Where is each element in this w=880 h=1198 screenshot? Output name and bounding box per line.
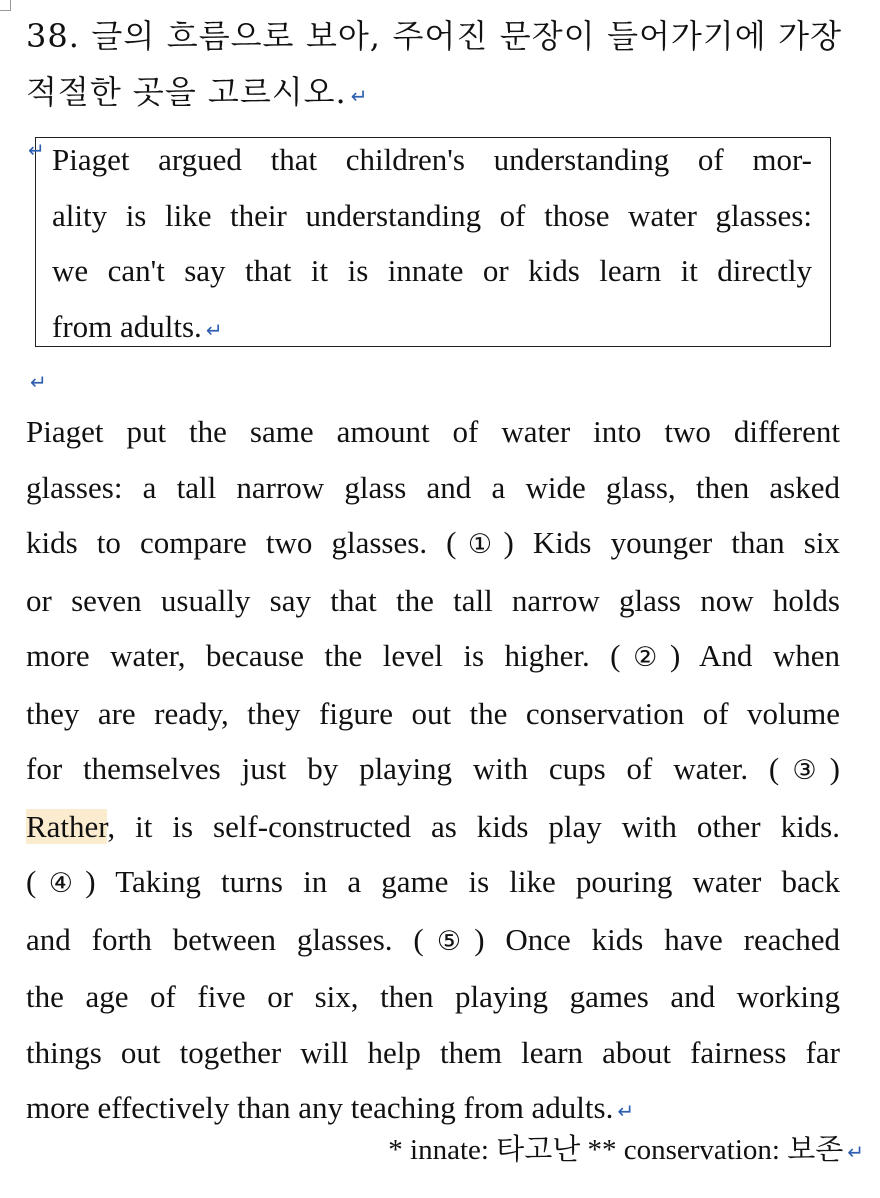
passage-line: the age of five or six, then playing games and working [26,979,840,1014]
passage-line: things out together will help them learn about fairness far [26,1034,840,1070]
passage-line: glasses: a tall narrow glass and a wide glass, then asked [26,469,840,505]
given-sentence-line: from adults. ↵ [52,308,223,344]
given-sentence [52,132,812,354]
passage-line: more effectively than any teaching from adults. ↵ [26,1090,635,1125]
page-corner-mark [0,0,11,11]
given-sentence-line: Piaget argued that children's understanding of mor- [52,142,812,177]
question-text-2: 적절한 곳을 고르시오. [26,73,347,111]
choice-marker-3: ③ [779,755,830,786]
paragraph-mark-icon: ↵ [28,138,45,162]
passage-line: for themselves just by playing with cups of water. (③) [26,751,840,786]
given-sentence-line: ality is like their understanding of those water glasses: [52,197,812,233]
given-sentence-line: we can't say that it is innate or kids learn it directly [52,253,812,288]
paragraph-mark-icon: ↵ [350,84,369,108]
passage-line: Piaget put the same amount of water into two different [26,414,840,449]
choice-marker-1: ① [456,529,504,560]
footnote [388,1128,864,1172]
paragraph-mark-icon: ↵ [205,317,223,342]
passage-line: and forth between glasses. (⑤) Once kids have reached [26,921,840,957]
highlighted-word: Rather [26,808,108,844]
choice-marker-2: ② [620,642,670,673]
question-line-1 [26,8,842,64]
paragraph-mark-icon: ↵ [30,370,47,394]
passage-line: they are ready, they figure out the conservation of volume [26,695,840,731]
footnote-text: * innate: 타고난 ** conservation: 보존 [388,1134,844,1166]
question-text-1: 38. 글의 흐름으로 보아, 주어진 문장이 들어가기에 가장 [26,17,842,55]
passage-line: more water, because the level is higher. (②) And when [26,638,840,673]
paragraph-mark-icon: ↵ [617,1099,635,1123]
passage-line: Rather, it is self-constructed as kids play with other kids. [26,808,840,844]
passage [26,404,840,1136]
choice-marker-4: ④ [36,868,86,899]
choice-marker-5: ⑤ [423,925,475,957]
passage-line: (④) Taking turns in a game is like pouring water back [26,864,840,899]
question-line-2 [26,64,369,120]
paragraph-mark-icon: ↵ [847,1140,864,1164]
passage-line: kids to compare two glasses. (①) Kids younger than six [26,525,840,560]
passage-line: or seven usually say that the tall narrow glass now holds [26,582,840,618]
